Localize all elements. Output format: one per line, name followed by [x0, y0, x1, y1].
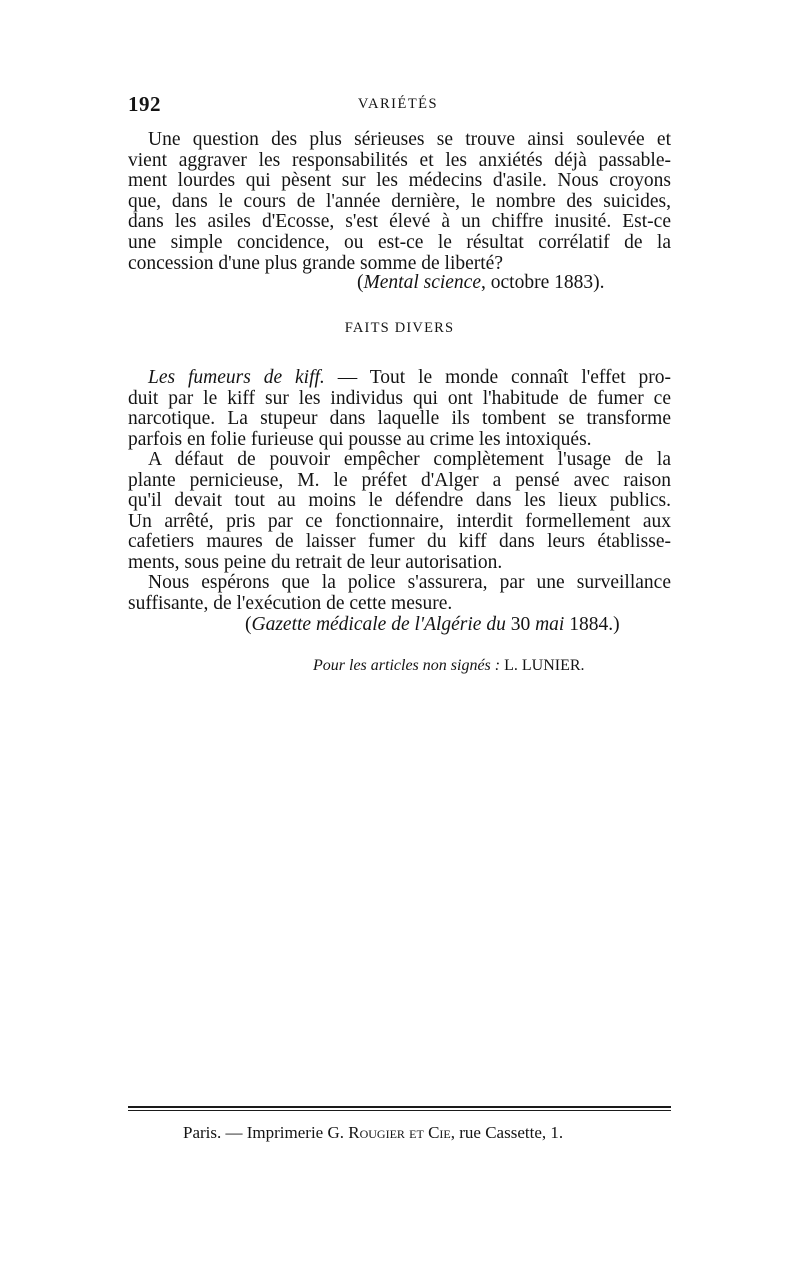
- text-line: Une question des plus sérieuses se trouve ainsi soulevée et: [148, 129, 671, 150]
- signature-name: L. LUNIER.: [500, 657, 585, 674]
- imprint-address: , rue Cassette, 1.: [450, 1123, 564, 1142]
- page-number: 192: [128, 92, 161, 116]
- imprint-text: Paris. — Imprimerie G.: [183, 1123, 349, 1142]
- text-line: A défaut de pouvoir empêcher complètement l'usage de la: [148, 449, 671, 470]
- paragraph-police: [128, 573, 671, 614]
- article-lead-text: — Tout le monde connaît l'effet pro-: [324, 367, 672, 388]
- page-header: [128, 92, 668, 118]
- text-line: narcotique. La stupeur dans laquelle ils tombent se transforme: [128, 408, 671, 430]
- citation-day: 30: [505, 614, 536, 635]
- text-line: vient aggraver les responsabilités et les anxiétés déjà passable-: [128, 149, 671, 171]
- text-line: concession d'une plus grande somme de liberté?: [128, 252, 503, 274]
- citation-month: mai: [535, 614, 565, 635]
- text-line: Nous espérons que la police s'assurera, par une surveillance: [148, 572, 671, 593]
- text-line: ment lourdes qui pèsent sur les médecins d'asile. Nous croyons: [128, 170, 671, 192]
- text-line: Un arrêté, pris par ce fonctionnaire, interdit formellement aux: [128, 510, 671, 532]
- paragraph-kiff: [128, 368, 671, 450]
- text-line: plante pernicieuse, M. le préfet d'Alger a pensé avec raison: [128, 469, 671, 491]
- paragraph-prefet: [128, 450, 671, 574]
- text-line: suffisante, de l'exécution de cette mesure.: [128, 592, 453, 614]
- running-title: VARIÉTÉS: [357, 96, 439, 112]
- text-line: dans les asiles d'Ecosse, s'est élevé à un chiffre inusité. Est-ce: [128, 211, 671, 233]
- text-line: ments, sous peine du retrait de leur autorisation.: [128, 551, 503, 573]
- signature-line: [313, 657, 585, 675]
- citation-source: Mental science: [363, 272, 481, 293]
- text-line: une simple concidence, ou est-ce le résultat corrélatif de la: [128, 231, 671, 253]
- imprint-printer: Rougier et Cie: [348, 1123, 451, 1142]
- footer-rule: [128, 1106, 671, 1108]
- printer-imprint: [183, 1123, 563, 1143]
- text-line: duit par le kiff sur les individus qui ont l'habitude de fumer ce: [128, 387, 671, 409]
- text-line: [128, 368, 671, 389]
- citation-gazette: (Gazette médicale de l'Algérie du 30 mai 1884.): [245, 614, 620, 635]
- article-lead-title: Les fumeurs de kiff.: [148, 367, 325, 388]
- citation-date: , octobre 1883).: [481, 272, 605, 293]
- text-line: qu'il devait tout au moins le défendre dans les lieux publics.: [128, 490, 671, 512]
- text-line: parfois en folie furieuse qui pousse au crime les intoxiqués.: [128, 428, 592, 450]
- text-line: cafetiers maures de laisser fumer du kiff dans leurs établisse-: [128, 531, 671, 553]
- section-title: FAITS DIVERS: [344, 320, 455, 336]
- paragraph-suicides: [128, 130, 671, 274]
- citation-source: Gazette médicale de l'Algérie du: [251, 614, 506, 635]
- citation-mental-science: (Mental science, octobre 1883).: [357, 272, 605, 293]
- text-line: que, dans le cours de l'année dernière, le nombre des suicides,: [128, 190, 671, 212]
- citation-year: 1884.): [564, 614, 620, 635]
- footer-rule-thin: [128, 1110, 671, 1111]
- signature-prefix: Pour les articles non signés :: [313, 657, 501, 674]
